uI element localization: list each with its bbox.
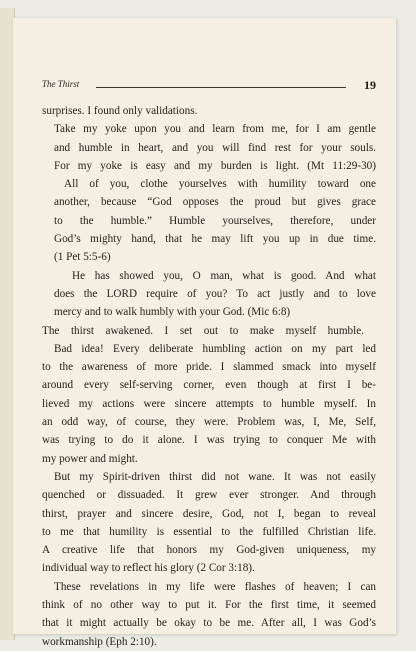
text-line: to me that humility is essential to the fulfilled Christian life. [42,525,376,538]
quote-line: God’s mighty hand, that he may lift you up in due time. [54,233,376,246]
quote-line: to the humble.” Humble yourselves, therefore, under [54,214,376,227]
text-line: around every self-serving corner, even though at first I be- [42,379,376,392]
body-text [42,102,376,651]
quote-line: He has showed you, O man, what is good. And what [72,269,376,282]
text-line: workmanship (Eph 2:10). [42,635,157,648]
text-line: The thirst awakened. I set out to make myself humble. [42,324,364,337]
running-head: The Thirst [42,79,80,89]
text-line: thirst, prayer and sincere desire, God, not I, began to reveal [42,507,376,520]
text-line: lieved my actions were sincere attempts to humble myself. In [42,397,376,410]
text-line: A creative life that honors my God-given uniqueness, my [42,544,376,557]
quote-line: does the LORD require of you? To act justly and to love [54,287,376,300]
text-line: my power and might. [42,452,138,465]
page-number: 19 [364,78,376,92]
text-line: individual way to reflect his glory (2 Cor 3:18). [42,562,255,575]
text-line: was trying to do it alone. I was trying to conquer Me with [42,434,376,447]
text-line: think of no other way to put it. For the first time, it seemed [42,599,376,612]
quote-line: mercy and to walk humbly with your God. (Mic 6:8) [54,306,291,319]
quote-line: (1 Pet 5:5-6) [54,251,111,264]
quote-line: and humble in heart, and you will find rest for your souls. [54,141,376,154]
text-line: to the awareness of more pride. I slammed smack into myself [42,361,376,374]
text-line: These revelations in my life were flashes of heaven; I can [54,580,376,593]
header-rule [96,87,346,88]
quote-line: another, because “God opposes the proud but gives grace [54,196,376,209]
text-line: quenched or dissuaded. It grew ever stronger. And through [42,489,376,502]
quote-line: For my yoke is easy and my burden is light. (Mt 11:29-30) [54,159,376,172]
text-line: surprises. I found only validations. [42,105,198,117]
text-line: an odd way, of course, they were. Problem was, I, Me, Self, [42,416,376,429]
page-header [42,79,376,93]
text-line: Bad idea! Every deliberate humbling action on my part led [54,342,376,355]
quote-line: Take my yoke upon you and learn from me, for I am gentle [54,123,376,136]
text-line: that it might actually be okay to be me. After all, I was God’s [42,617,376,630]
quote-line: All of you, clothe yourselves with humility toward one [64,178,376,191]
text-line: But my Spirit-driven thirst did not wane. It was not easily [54,470,376,483]
